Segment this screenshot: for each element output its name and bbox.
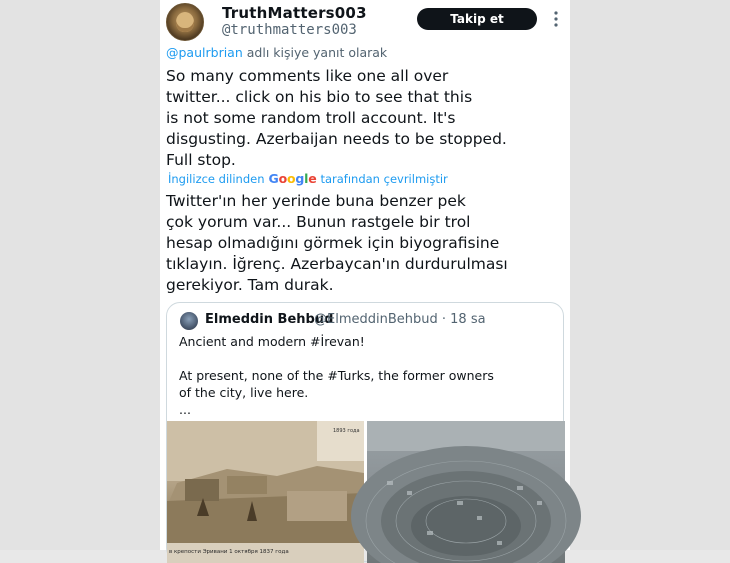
tweet-text [166, 66, 566, 171]
quote-display-name[interactable]: Elmeddin Behbud [205, 312, 334, 327]
display-name[interactable]: TruthMatters003 [222, 4, 367, 22]
tweet-card [160, 0, 570, 555]
translated-text-line: çok yorum var... Bunun rastgele bir trol [166, 213, 471, 231]
user-handle[interactable]: @truthmatters003 [222, 22, 357, 38]
reply-mention[interactable]: @paulrbrian [166, 45, 243, 60]
google-logo: Google [268, 171, 317, 186]
quote-line: of the city, live here. [179, 385, 309, 400]
quoted-tweet[interactable] [166, 302, 564, 562]
quote-avatar[interactable] [180, 312, 198, 330]
follow-button[interactable]: Takip et [417, 8, 537, 30]
quote-handle-time: @ElmeddinBehbud · 18 sa [314, 312, 486, 327]
historic-photo-caption-top: 1893 года [333, 428, 360, 434]
more-vertical-icon[interactable] [549, 10, 563, 28]
translation-suffix: tarafından çevrilmiştir [320, 171, 448, 186]
avatar[interactable] [166, 3, 204, 41]
quote-media-aerial-photo[interactable] [367, 421, 565, 563]
translated-text-line: Twitter'ın her yerinde buna benzer pek [166, 192, 466, 210]
quote-line: Ancient and modern #İrevan! [179, 334, 365, 349]
translation-prefix: İngilizce dilinden [168, 171, 265, 186]
tweet-text-line: disgusting. Azerbaijan needs to be stopped. [166, 130, 507, 148]
tweet-text-line: is not some random troll account. It's [166, 109, 456, 127]
translation-attribution[interactable] [168, 171, 448, 186]
reply-suffix: adlı kişiye yanıt olarak [246, 45, 388, 60]
historic-photo-caption: в крепости Эривани 1 октября 1837 года [169, 549, 289, 555]
quote-media-historic-photo[interactable] [167, 421, 364, 563]
quote-line: At present, none of the #Turks, the former owners [179, 368, 494, 383]
reply-context [166, 45, 387, 60]
tweet-text-line: twitter... click on his bio to see that this [166, 88, 473, 106]
avatar-face [176, 12, 194, 32]
quote-ellipsis: ... [179, 402, 191, 417]
tweet-text-line: So many comments like one all over [166, 67, 449, 85]
translated-text-line: tıklayın. İğrenç. Azerbaycan'ın durdurulması [166, 255, 508, 273]
background-left [0, 0, 160, 550]
background-right [570, 0, 730, 550]
translated-text-line: gerekiyor. Tam durak. [166, 276, 334, 294]
translated-text [166, 191, 566, 296]
quote-text [179, 333, 559, 418]
translated-text-line: hesap olmadığını görmek için biyografisine [166, 234, 500, 252]
tweet-text-line: Full stop. [166, 151, 236, 169]
